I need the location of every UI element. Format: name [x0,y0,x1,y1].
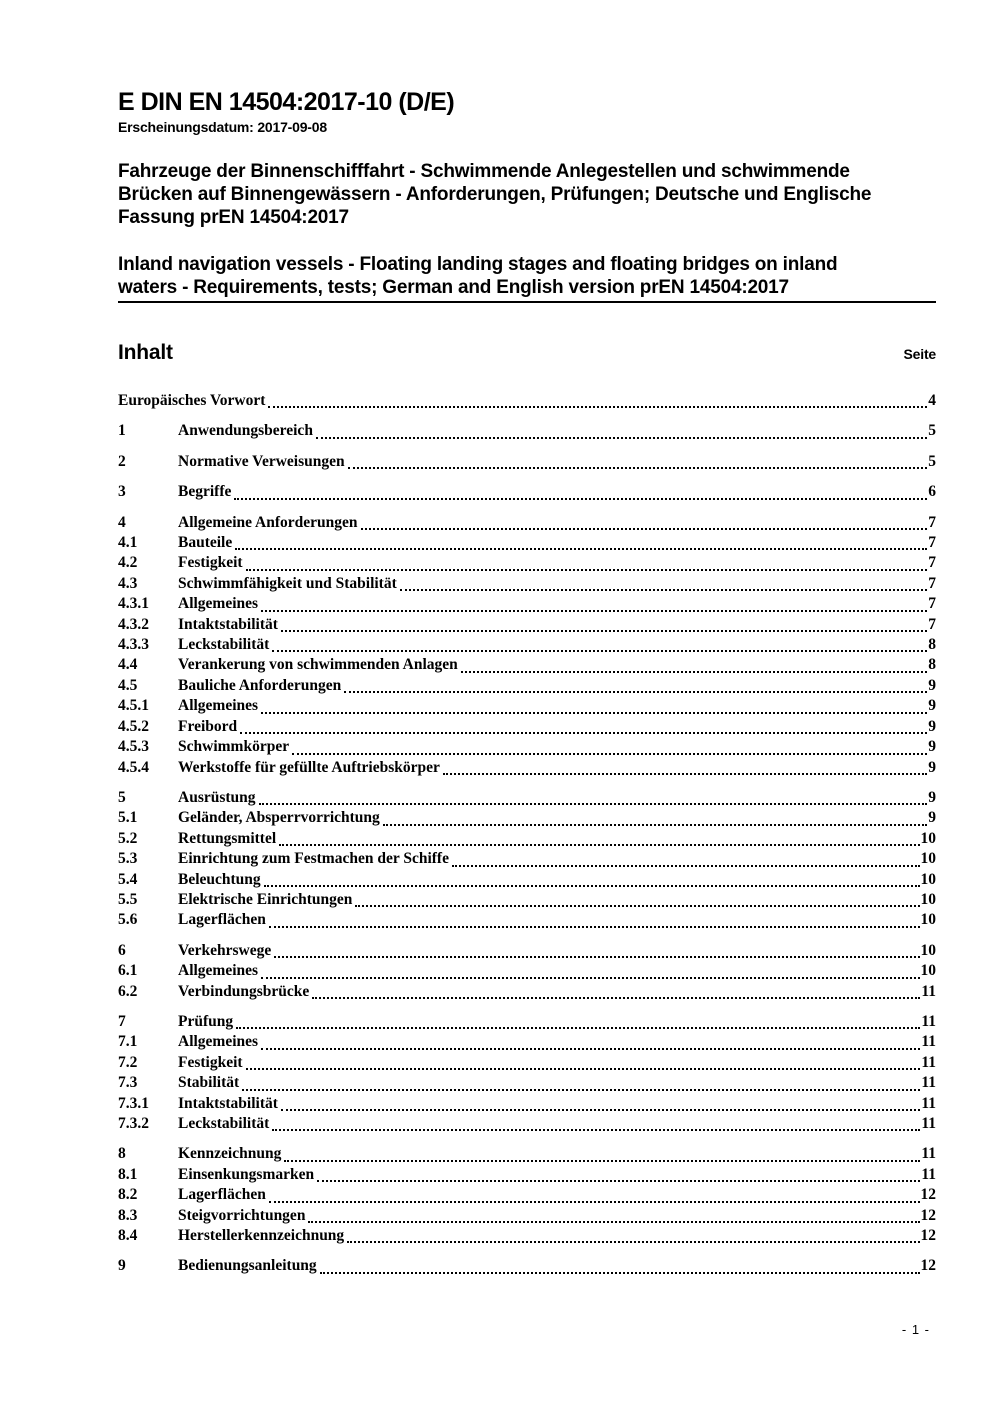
toc-entry [118,829,936,849]
toc-entry-number: 6 [118,941,126,959]
toc-entry-number: 8 [118,1145,126,1163]
toc-entry-number: 4.5 [118,676,138,694]
toc-entry [118,1012,936,1032]
toc-entry-title: Werkstoffe für gefüllte Auftriebskörper [178,758,440,776]
toc-entry [118,533,936,553]
toc-entry-number: 4.5.2 [118,717,149,735]
toc-entry-title: Allgemeine Anforderungen [178,513,358,531]
toc-entry-title: Lagerflächen [178,911,266,929]
toc-entry-number: 7.3.1 [118,1094,149,1112]
toc-entry-number: 8.3 [118,1206,138,1224]
english-title-line-2: waters - Requirements, tests; German and English version prEN 14504:2017 [118,277,789,298]
toc-entry-title: Allgemeines [178,1033,259,1051]
toc-entry-page: 7 [928,513,936,531]
toc-dot-leader [279,829,919,846]
toc-entry [118,941,936,961]
toc-entry-title: Leckstabilität [178,1115,270,1132]
toc-dot-leader [347,1226,919,1243]
toc-dot-leader [348,452,928,469]
toc-entry-page: 11 [921,1074,936,1092]
toc-dot-leader [261,1032,920,1049]
toc-entry-page: 12 [920,1227,936,1245]
toc-entry [118,482,936,502]
toc-entry-title: Elektrische Einrichtungen [178,890,353,908]
toc-dot-leader [355,890,919,907]
toc-entry-title: Ausrüstung [178,788,256,806]
toc-entry-number: 5.3 [118,850,138,868]
toc-dot-leader [443,758,927,775]
toc-entry-title: Beleuchtung [178,870,261,888]
toc-entry-page: 12 [920,1206,936,1224]
toc-entry-page: 11 [921,1033,936,1051]
toc-entry-title: Einsenkungsmarken [178,1165,315,1183]
toc-entry-number: 1 [118,422,126,440]
german-title-line-1: Fahrzeuge der Binnenschifffahrt - Schwimmende Anlegestellen und schwimmende [118,161,850,182]
header-divider-rule [118,301,936,303]
toc-dot-leader [261,961,919,978]
toc-entry-page: 9 [928,717,936,735]
toc-entry-title: Schwimmkörper [178,738,290,756]
toc-entry-number: 8.1 [118,1165,138,1183]
toc-entry [118,910,936,930]
toc-entry-page: 9 [928,676,936,694]
toc-entry [118,452,936,472]
toc-dot-leader [320,1256,920,1273]
toc-entry-page: 10 [920,911,936,929]
toc-entry-page: 10 [920,941,936,959]
toc-dot-leader [272,1114,920,1131]
toc-entry-page: 8 [928,636,936,654]
toc-entry [118,788,936,808]
toc-entry-title: Stabilität [178,1074,240,1092]
toc-dot-leader [461,655,927,672]
toc-dot-leader [269,910,920,927]
toc-entry [118,635,936,655]
toc-entry-title: Schwimmfähigkeit und Stabilität [178,574,397,592]
toc-entry-title: Steigvorrichtungen [178,1206,306,1224]
toc-entry-number: 7.3 [118,1074,138,1092]
toc-entry-title: Leckstabilität [178,636,270,654]
toc-entry [118,808,936,828]
toc-dot-leader [269,1185,920,1202]
toc-entry-page: 11 [921,1115,936,1132]
toc-dot-leader [400,574,927,591]
toc-entry [118,421,936,441]
toc-entry-title: Bauteile [178,534,233,552]
toc-page-column-label: Seite [903,346,936,362]
toc-entry [118,870,936,890]
toc-entry-page: 12 [920,1186,936,1204]
toc-entry [118,1256,936,1276]
toc-entry-page: 10 [920,962,936,980]
toc-entry-page: 10 [920,850,936,868]
toc-entry [118,676,936,696]
toc-dot-leader [235,533,927,550]
toc-entry-title: Prüfung [178,1012,234,1030]
toc-entry-title: Bauliche Anforderungen [178,676,342,694]
toc-entry-page: 10 [920,870,936,888]
toc-dot-leader [259,788,928,805]
toc-entry-number: 4.3 [118,574,138,592]
toc-entry [118,391,936,411]
toc-entry-page: 9 [928,758,936,776]
toc-entry-page: 5 [928,452,936,470]
toc-entry-page: 7 [928,554,936,572]
publication-date: Erscheinungsdatum: 2017-09-08 [118,119,327,135]
toc-entry-page: 9 [928,809,936,827]
toc-entry-number: 5.1 [118,809,138,827]
toc-entry-page: 4 [928,392,936,409]
toc-dot-leader [240,717,927,734]
toc-entry [118,696,936,716]
toc-entry [118,1144,936,1164]
toc-entry-page: 9 [928,788,936,806]
toc-dot-leader [234,482,927,499]
toc-entry-title: Intaktstabilität [178,615,278,633]
toc-dot-leader [284,1144,920,1161]
page-content [118,0,936,1277]
toc-dot-leader [272,635,927,652]
toc-dot-leader [236,1012,920,1029]
toc-dot-leader [361,513,928,530]
toc-entry-page: 9 [928,738,936,756]
toc-entry [118,1073,936,1093]
toc-entry-number: 5.4 [118,870,138,888]
toc-dot-leader [268,391,927,408]
toc-entry-page: 12 [920,1257,936,1275]
toc-entry-number: 7.2 [118,1053,138,1071]
toc-entry-page: 11 [921,982,936,1000]
toc-dot-leader [344,676,927,693]
toc-entry-title: Anwendungsbereich [178,422,313,440]
toc-entry-page: 7 [928,595,936,613]
toc-dot-leader [261,594,927,611]
toc-entry-page: 10 [920,890,936,908]
german-title-line-3: Fassung prEN 14504:2017 [118,207,349,228]
toc-dot-leader [264,870,920,887]
toc-dot-leader [246,553,928,570]
toc-entry [118,1114,936,1134]
german-title-line-2: Brücken auf Binnengewässern - Anforderungen, Prüfungen; Deutsche und Englische [118,184,872,205]
toc-entry-page: 8 [928,656,936,674]
toc-entry-title: Begriffe [178,483,232,501]
toc-entry-number: 6.2 [118,982,138,1000]
toc-dot-leader [317,1165,920,1182]
toc-entry-title: Verankerung von schwimmenden Anlagen [178,656,458,674]
footer-page-number: - 1 - [901,1322,930,1337]
toc-entry-page: 5 [928,422,936,440]
toc-entry-number: 4.5.1 [118,697,149,715]
toc-header-row [118,341,936,365]
toc-entry [118,1032,936,1052]
toc-entry-page: 7 [928,574,936,592]
english-title-line-1: Inland navigation vessels - Floating landing stages and floating bridges on inland [118,254,838,275]
toc-entry-title: Allgemeines [178,595,259,613]
toc-dot-leader [452,849,920,866]
toc-entry-page: 9 [928,697,936,715]
toc-dot-leader [383,808,927,825]
toc-entry [118,961,936,981]
toc-entry [118,1094,936,1114]
toc-entry-title: Verkehrswege [178,941,272,959]
toc-entry [118,574,936,594]
toc-entry-page: 11 [921,1165,936,1183]
toc-dot-leader [274,941,919,958]
toc-entry-title: Verbindungsbrücke [178,982,310,1000]
toc-entry-page: 11 [921,1053,936,1071]
toc-entry-number: 4.2 [118,554,138,572]
toc-entry-number: 4.5.4 [118,758,149,776]
toc-dot-leader [246,1053,921,1070]
toc-entry-page: 11 [921,1094,936,1112]
toc-entry-number: 3 [118,483,126,501]
toc-entry-number: 9 [118,1257,126,1275]
toc-entry-title: Intaktstabilität [178,1094,278,1112]
toc-entry-number: 5.2 [118,829,138,847]
toc-entry [118,890,936,910]
toc-entry [118,1165,936,1185]
toc-entry-title: Kennzeichnung [178,1145,282,1163]
toc-entry [118,1206,936,1226]
toc-entry-title: Europäisches Vorwort [118,392,266,409]
toc-entry-title: Festigkeit [178,1053,243,1071]
toc-dot-leader [281,615,927,632]
toc-entry [118,717,936,737]
toc-entry-number: 5.5 [118,890,138,908]
toc-entry-number: 4.4 [118,656,138,674]
toc-entry-number: 7.1 [118,1033,138,1051]
toc-entry-number: 5.6 [118,911,138,929]
toc-dot-leader [281,1094,920,1111]
toc-entry-page: 10 [920,829,936,847]
toc-dot-leader [261,696,927,713]
toc-entry-title: Allgemeines [178,962,259,980]
toc-entry-number: 4.3.3 [118,636,149,654]
toc-entry-title: Rettungsmittel [178,829,277,847]
toc-entry [118,982,936,1002]
toc-entry-title: Allgemeines [178,697,259,715]
toc-entry [118,849,936,869]
toc-entry [118,737,936,757]
toc-dot-leader [242,1073,920,1090]
toc-entry-number: 8.2 [118,1186,138,1204]
toc-entry [118,615,936,635]
toc-entry-title: Freibord [178,717,238,735]
toc-entry-page: 7 [928,534,936,552]
toc-dot-leader [316,421,927,438]
toc-entry [118,553,936,573]
toc-entry-number: 4 [118,513,126,531]
toc-entry [118,1053,936,1073]
toc-entry-number: 7 [118,1012,126,1030]
toc-heading: Inhalt [118,341,173,364]
toc-entry-number: 8.4 [118,1227,138,1245]
toc-entry-number: 7.3.2 [118,1115,149,1132]
toc-entry [118,513,936,533]
toc-entry-number: 4.3.2 [118,615,149,633]
toc-entry [118,758,936,778]
toc-dot-leader [312,982,920,999]
toc-entry-number: 5 [118,788,126,806]
toc-entry [118,594,936,614]
toc-entry [118,1226,936,1246]
toc-entry-page: 6 [928,483,936,501]
toc-entry-page: 7 [928,615,936,633]
toc-entry-number: 4.1 [118,534,138,552]
english-title [118,253,936,299]
toc-entry-number: 4.5.3 [118,738,149,756]
toc-entry-page: 11 [921,1012,936,1030]
toc-entry-title: Normative Verweisungen [178,452,345,470]
toc-entry-title: Einrichtung zum Festmachen der Schiffe [178,850,449,868]
toc-entry-title: Lagerflächen [178,1186,266,1204]
toc-entry-number: 6.1 [118,962,138,980]
toc-dot-leader [292,737,927,754]
toc-entry [118,655,936,675]
german-title [118,160,936,229]
toc-entry-title: Herstellerkennzeichnung [178,1227,345,1245]
document-title: E DIN EN 14504:2017-10 (D/E) [118,88,455,116]
toc-entry-title: Festigkeit [178,554,243,572]
toc-entry [118,1185,936,1205]
toc-entry-number: 4.3.1 [118,595,149,613]
toc-entry-title: Geländer, Absperrvorrichtung [178,809,380,827]
toc-entry-page: 11 [921,1145,936,1163]
toc-dot-leader [308,1206,919,1223]
toc-entry-number: 2 [118,452,126,470]
toc-list [118,391,936,1277]
toc-entry-title: Bedienungsanleitung [178,1257,317,1275]
